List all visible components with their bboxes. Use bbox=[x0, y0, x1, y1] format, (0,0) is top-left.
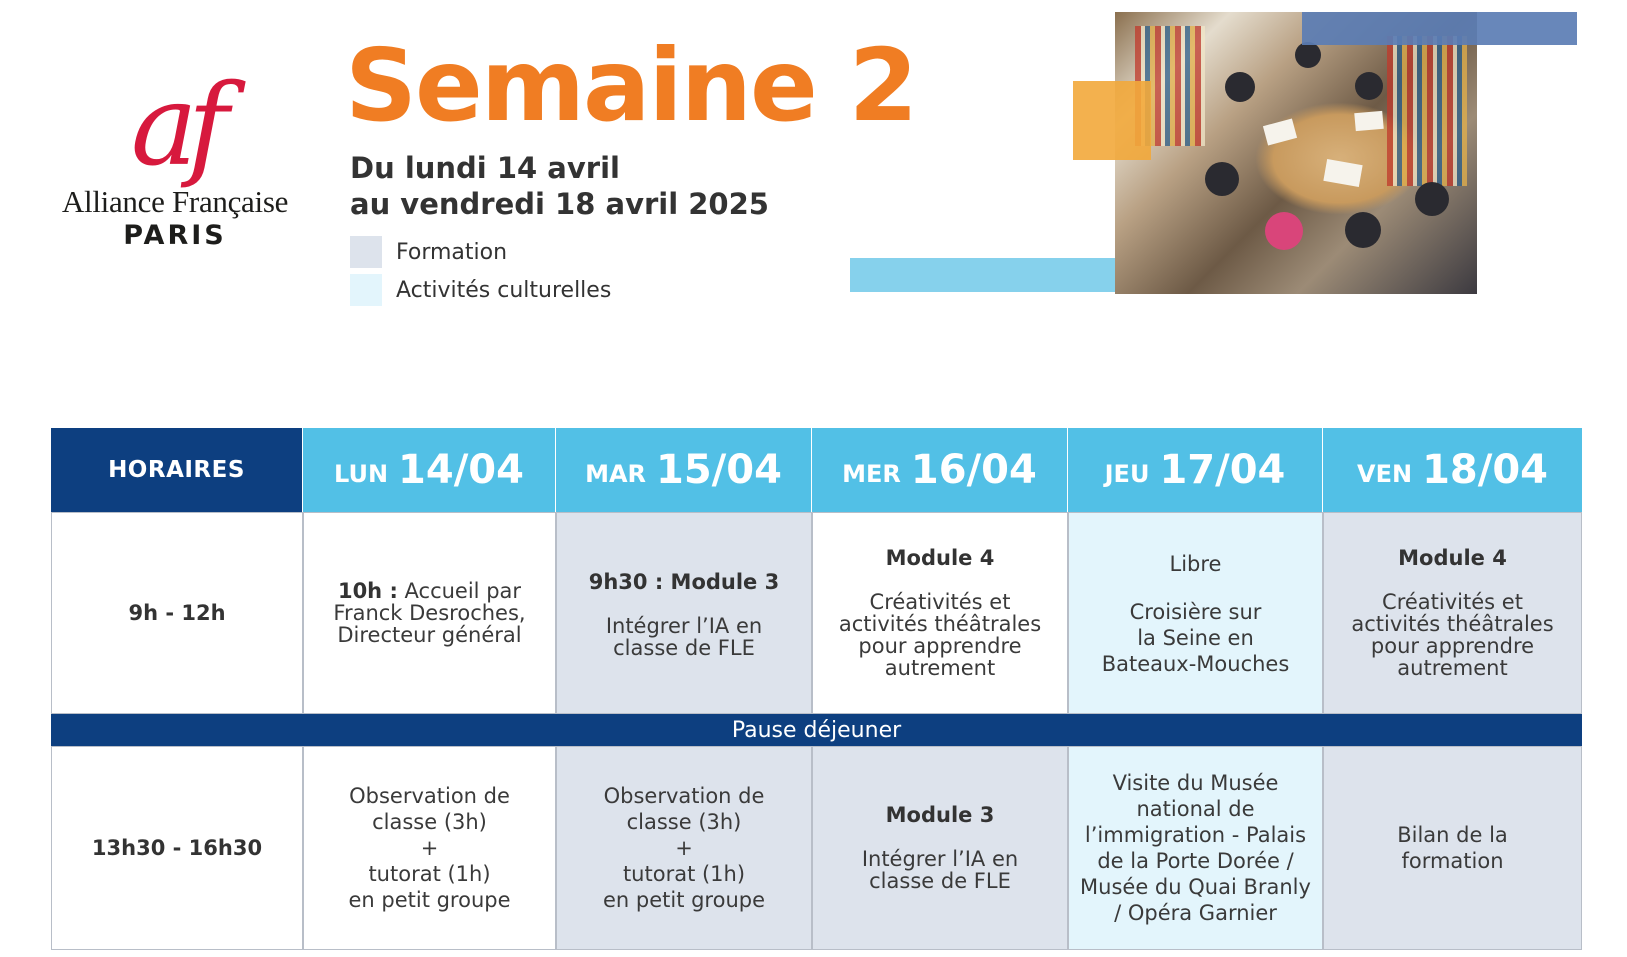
cell-title: 9h30 : Module 3 bbox=[588, 570, 780, 594]
person-image bbox=[1225, 72, 1255, 102]
cell-mer-afternoon bbox=[812, 746, 1068, 950]
cell-line: Libre bbox=[1169, 552, 1222, 576]
morning-time-cell bbox=[51, 512, 303, 714]
legend-swatch-formation bbox=[350, 236, 382, 268]
time-slot-label: 13h30 - 16h30 bbox=[91, 836, 263, 860]
cell-line: activités théâtrales bbox=[1351, 612, 1554, 636]
cell-lun-morning bbox=[303, 512, 556, 714]
cell-line: Directeur général bbox=[337, 623, 522, 647]
cell-line: Intégrer l’IA en bbox=[605, 614, 763, 638]
cell-line: national de bbox=[1136, 797, 1255, 821]
cell-line: formation bbox=[1401, 849, 1504, 873]
header-day-mer bbox=[812, 428, 1068, 512]
cell-line: Franck Desroches, bbox=[333, 601, 526, 625]
cell-line: classe de FLE bbox=[613, 636, 755, 660]
cell-jeu-afternoon bbox=[1068, 746, 1323, 950]
cell-title: Module 4 bbox=[885, 546, 995, 570]
day-date: 17/04 bbox=[1159, 447, 1286, 493]
bookshelf-image bbox=[1387, 36, 1467, 186]
header-hours-label: HORAIRES bbox=[108, 457, 245, 483]
cell-ven-afternoon bbox=[1323, 746, 1582, 950]
cell-line: tutorat (1h) bbox=[368, 862, 491, 886]
cell-line: en petit groupe bbox=[602, 888, 766, 912]
alliance-francaise-logo bbox=[40, 61, 310, 253]
cell-lun-afternoon bbox=[303, 746, 556, 950]
logo-city: PARIS bbox=[123, 220, 227, 251]
cell-line: classe (3h) bbox=[372, 810, 487, 834]
cell-line: l’immigration - Palais bbox=[1084, 823, 1307, 847]
date-range-end: au vendredi 18 avril 2025 bbox=[350, 187, 769, 221]
paper-image bbox=[1263, 118, 1297, 145]
cell-line: autrement bbox=[1397, 656, 1508, 680]
day-date: 18/04 bbox=[1422, 447, 1548, 493]
af-logo-mark: af bbox=[130, 61, 220, 191]
paper-image bbox=[1354, 111, 1383, 131]
cell-mar-morning bbox=[556, 512, 812, 714]
cell-line bbox=[338, 580, 521, 602]
cell-line: la Seine en bbox=[1137, 626, 1254, 650]
cell-line: Bilan de la bbox=[1397, 823, 1508, 847]
header-hours bbox=[51, 428, 303, 512]
cell-mar-afternoon bbox=[556, 746, 812, 950]
lunch-break-bar: Pause déjeuner bbox=[51, 714, 1582, 746]
cell-line: classe (3h) bbox=[626, 810, 742, 834]
cell-bold-text: 10h : bbox=[337, 579, 398, 603]
cell-line: + bbox=[420, 836, 439, 860]
cell-line: Bateaux-Mouches bbox=[1101, 652, 1290, 676]
date-range-start: Du lundi 14 avril bbox=[350, 151, 620, 185]
page-title: Semaine 2 bbox=[345, 27, 917, 144]
legend-item-culture bbox=[350, 274, 611, 306]
legend-swatch-culture bbox=[350, 274, 382, 306]
schedule-table bbox=[51, 428, 1582, 950]
header-day-lun bbox=[303, 428, 556, 512]
cell-ven-morning bbox=[1323, 512, 1582, 714]
decor-bar-dark-blue bbox=[1302, 12, 1577, 45]
cell-line: activités théâtrales bbox=[838, 612, 1042, 636]
cell-line: classe de FLE bbox=[869, 869, 1011, 893]
legend-item-formation bbox=[350, 236, 507, 268]
day-name: LUN bbox=[334, 460, 389, 488]
legend-label: Formation bbox=[396, 239, 508, 265]
cell-title: Module 3 bbox=[885, 803, 995, 827]
day-date: 14/04 bbox=[398, 447, 524, 493]
day-name: MER bbox=[842, 460, 901, 488]
time-slot-label: 9h - 12h bbox=[128, 601, 226, 625]
day-date: 16/04 bbox=[910, 447, 1037, 493]
person-image bbox=[1355, 72, 1383, 100]
cell-line: Visite du Musée bbox=[1112, 771, 1279, 795]
cell-line: tutorat (1h) bbox=[622, 862, 746, 886]
cell-line: + bbox=[675, 836, 693, 860]
logo-name: Alliance Française bbox=[61, 184, 289, 219]
paper-image bbox=[1323, 159, 1362, 187]
cell-line: Intégrer l’IA en bbox=[861, 847, 1019, 871]
header-day-mar bbox=[556, 428, 812, 512]
day-name: MAR bbox=[585, 460, 646, 488]
person-image bbox=[1345, 212, 1381, 248]
afternoon-time-cell bbox=[51, 746, 303, 950]
cell-mer-morning bbox=[812, 512, 1068, 714]
cell-jeu-morning bbox=[1068, 512, 1323, 714]
day-name: VEN bbox=[1357, 460, 1413, 488]
cell-line: Créativités et bbox=[1382, 590, 1523, 614]
decor-square-orange bbox=[1073, 81, 1151, 160]
person-image bbox=[1205, 162, 1239, 196]
cell-line: pour apprendre bbox=[1370, 634, 1535, 658]
cell-text: Accueil par bbox=[404, 579, 522, 603]
cell-line: Croisière sur bbox=[1129, 600, 1262, 624]
cell-line: pour apprendre bbox=[858, 634, 1022, 658]
cell-line: de la Porte Dorée / bbox=[1097, 849, 1294, 873]
header-day-jeu bbox=[1068, 428, 1323, 512]
person-image bbox=[1295, 42, 1321, 68]
cell-line: Créativités et bbox=[869, 590, 1011, 614]
person-image bbox=[1415, 182, 1449, 216]
cell-line: en petit groupe bbox=[348, 888, 511, 912]
cell-line: autrement bbox=[884, 656, 996, 680]
cell-title: Module 4 bbox=[1398, 546, 1507, 570]
header-day-ven bbox=[1323, 428, 1582, 512]
person-image bbox=[1265, 212, 1303, 250]
day-date: 15/04 bbox=[656, 447, 782, 493]
cell-line: / Opéra Garnier bbox=[1114, 901, 1277, 925]
cell-line: Observation de bbox=[603, 784, 765, 808]
classroom-photo bbox=[1115, 12, 1477, 294]
cell-line: Observation de bbox=[349, 784, 510, 808]
day-name: JEU bbox=[1104, 460, 1150, 488]
cell-line: Musée du Quai Branly bbox=[1080, 875, 1311, 899]
legend-label: Activités culturelles bbox=[396, 277, 612, 303]
